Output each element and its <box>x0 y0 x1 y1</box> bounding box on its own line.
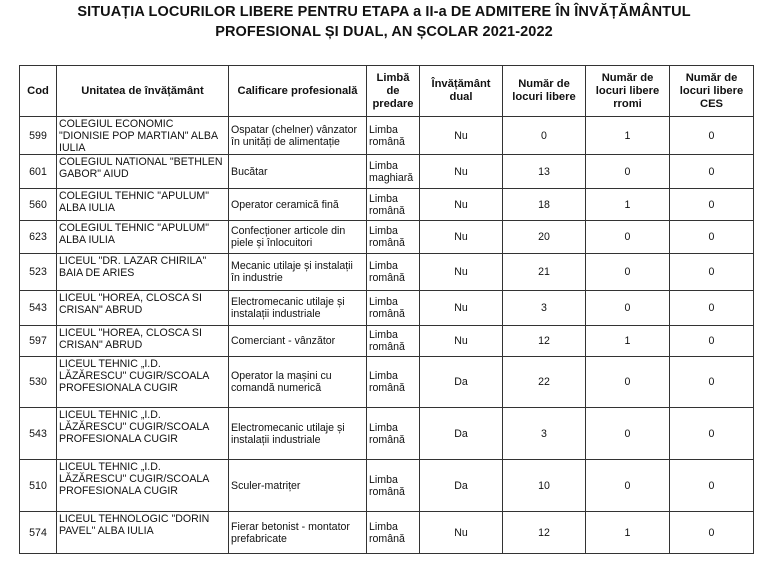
cell-unitate: LICEUL TEHNIC „I.D. LĂZĂRESCU" CUGIR/SCOALA PROFESIONALA CUGIR <box>57 460 229 512</box>
cell-rromi: 0 <box>586 221 670 254</box>
cell-ces: 0 <box>670 254 754 291</box>
table-row <box>20 254 754 291</box>
title-line-2: PROFESIONAL ȘI DUAL, AN ȘCOLAR 2021-2022 <box>215 24 553 40</box>
cell-limba: Limba română <box>367 326 420 357</box>
cell-limba: Limba română <box>367 221 420 254</box>
cell-cod: 523 <box>20 254 57 291</box>
cell-unitate: COLEGIUL NATIONAL "BETHLEN GABOR" AIUD <box>57 155 229 189</box>
cell-unitate: LICEUL "HOREA, CLOSCA SI CRISAN" ABRUD <box>57 291 229 326</box>
vacancies-table <box>19 65 754 554</box>
cell-limba: Limba română <box>367 408 420 460</box>
cell-ces: 0 <box>670 291 754 326</box>
cell-calificare: Operator ceramică fină <box>229 189 367 221</box>
cell-ces: 0 <box>670 460 754 512</box>
cell-calificare: Confecționer articole din piele și înlocuitori <box>229 221 367 254</box>
cell-dual: Nu <box>420 189 503 221</box>
cell-locuri: 10 <box>503 460 586 512</box>
cell-ces: 0 <box>670 326 754 357</box>
cell-limba: Limba română <box>367 512 420 554</box>
cell-rromi: 1 <box>586 189 670 221</box>
cell-cod: 530 <box>20 357 57 408</box>
cell-locuri: 21 <box>503 254 586 291</box>
cell-locuri: 0 <box>503 117 586 155</box>
cell-calificare: Operator la mașini cu comandă numerică <box>229 357 367 408</box>
cell-ces: 0 <box>670 357 754 408</box>
cell-ces: 0 <box>670 189 754 221</box>
cell-limba: Limba română <box>367 254 420 291</box>
cell-dual: Nu <box>420 326 503 357</box>
title-line-1: SITUAȚIA LOCURILOR LIBERE PENTRU ETAPA a II-a DE ADMITERE ÎN ÎNVĂȚĂMÂNTUL <box>77 4 691 20</box>
cell-dual: Da <box>420 408 503 460</box>
cell-locuri: 3 <box>503 408 586 460</box>
cell-locuri: 12 <box>503 326 586 357</box>
cell-calificare: Comerciant - vânzător <box>229 326 367 357</box>
cell-locuri: 20 <box>503 221 586 254</box>
cell-limba: Limba română <box>367 117 420 155</box>
table-row <box>20 326 754 357</box>
cell-unitate: LICEUL "DR. LAZAR CHIRILA" BAIA DE ARIES <box>57 254 229 291</box>
cell-limba: Limba română <box>367 189 420 221</box>
cell-cod: 599 <box>20 117 57 155</box>
cell-cod: 510 <box>20 460 57 512</box>
cell-ces: 0 <box>670 408 754 460</box>
cell-cod: 543 <box>20 291 57 326</box>
cell-calificare: Fierar betonist - montator prefabricate <box>229 512 367 554</box>
cell-dual: Da <box>420 357 503 408</box>
table-row <box>20 221 754 254</box>
header-locuri: Număr de locuri libere <box>503 66 586 117</box>
cell-ces: 0 <box>670 221 754 254</box>
cell-ces: 0 <box>670 512 754 554</box>
cell-locuri: 12 <box>503 512 586 554</box>
cell-rromi: 1 <box>586 326 670 357</box>
cell-unitate: LICEUL TEHNOLOGIC "DORIN PAVEL" ALBA IULIA <box>57 512 229 554</box>
cell-dual: Nu <box>420 291 503 326</box>
table-row <box>20 291 754 326</box>
table-header-row <box>20 66 754 117</box>
header-ces: Număr de locuri libere CES <box>670 66 754 117</box>
header-limba: Limbă de predare <box>367 66 420 117</box>
cell-limba: Limba română <box>367 460 420 512</box>
header-cod: Cod <box>20 66 57 117</box>
cell-unitate: COLEGIUL ECONOMIC "DIONISIE POP MARTIAN" ALBA IULIA <box>57 117 229 155</box>
header-unitate: Unitatea de învățământ <box>57 66 229 117</box>
cell-cod: 574 <box>20 512 57 554</box>
table-row <box>20 155 754 189</box>
cell-cod: 623 <box>20 221 57 254</box>
cell-locuri: 13 <box>503 155 586 189</box>
table-row <box>20 512 754 554</box>
cell-rromi: 0 <box>586 254 670 291</box>
cell-cod: 543 <box>20 408 57 460</box>
cell-calificare: Mecanic utilaje și instalații în industrie <box>229 254 367 291</box>
table-row <box>20 408 754 460</box>
cell-cod: 601 <box>20 155 57 189</box>
cell-rromi: 0 <box>586 155 670 189</box>
cell-limba: Limba română <box>367 357 420 408</box>
table-row <box>20 117 754 155</box>
cell-dual: Da <box>420 460 503 512</box>
cell-dual: Nu <box>420 117 503 155</box>
cell-unitate: COLEGIUL TEHNIC "APULUM" ALBA IULIA <box>57 221 229 254</box>
table-row <box>20 357 754 408</box>
cell-rromi: 0 <box>586 408 670 460</box>
cell-cod: 597 <box>20 326 57 357</box>
cell-dual: Nu <box>420 512 503 554</box>
cell-dual: Nu <box>420 221 503 254</box>
cell-limba: Limba maghiară <box>367 155 420 189</box>
cell-calificare: Electromecanic utilaje și instalații industriale <box>229 291 367 326</box>
header-dual: Învățământ dual <box>420 66 503 117</box>
cell-unitate: COLEGIUL TEHNIC "APULUM" ALBA IULIA <box>57 189 229 221</box>
cell-unitate: LICEUL "HOREA, CLOSCA SI CRISAN" ABRUD <box>57 326 229 357</box>
cell-locuri: 3 <box>503 291 586 326</box>
cell-rromi: 1 <box>586 512 670 554</box>
cell-ces: 0 <box>670 155 754 189</box>
cell-rromi: 0 <box>586 291 670 326</box>
cell-calificare: Ospatar (chelner) vânzator în unități de alimentație <box>229 117 367 155</box>
cell-calificare: Bucătar <box>229 155 367 189</box>
document-title <box>0 2 768 42</box>
cell-unitate: LICEUL TEHNIC „I.D. LĂZĂRESCU" CUGIR/SCOALA PROFESIONALA CUGIR <box>57 408 229 460</box>
cell-rromi: 0 <box>586 460 670 512</box>
cell-calificare: Electromecanic utilaje și instalații industriale <box>229 408 367 460</box>
header-rromi: Număr de locuri libere rromi <box>586 66 670 117</box>
table-row <box>20 189 754 221</box>
cell-locuri: 22 <box>503 357 586 408</box>
cell-calificare: Sculer-matrițer <box>229 460 367 512</box>
cell-limba: Limba română <box>367 291 420 326</box>
cell-cod: 560 <box>20 189 57 221</box>
cell-ces: 0 <box>670 117 754 155</box>
cell-rromi: 1 <box>586 117 670 155</box>
cell-dual: Nu <box>420 254 503 291</box>
cell-dual: Nu <box>420 155 503 189</box>
cell-unitate: LICEUL TEHNIC „I.D. LĂZĂRESCU" CUGIR/SCOALA PROFESIONALA CUGIR <box>57 357 229 408</box>
cell-rromi: 0 <box>586 357 670 408</box>
cell-locuri: 18 <box>503 189 586 221</box>
table-row <box>20 460 754 512</box>
header-calificare: Calificare profesională <box>229 66 367 117</box>
